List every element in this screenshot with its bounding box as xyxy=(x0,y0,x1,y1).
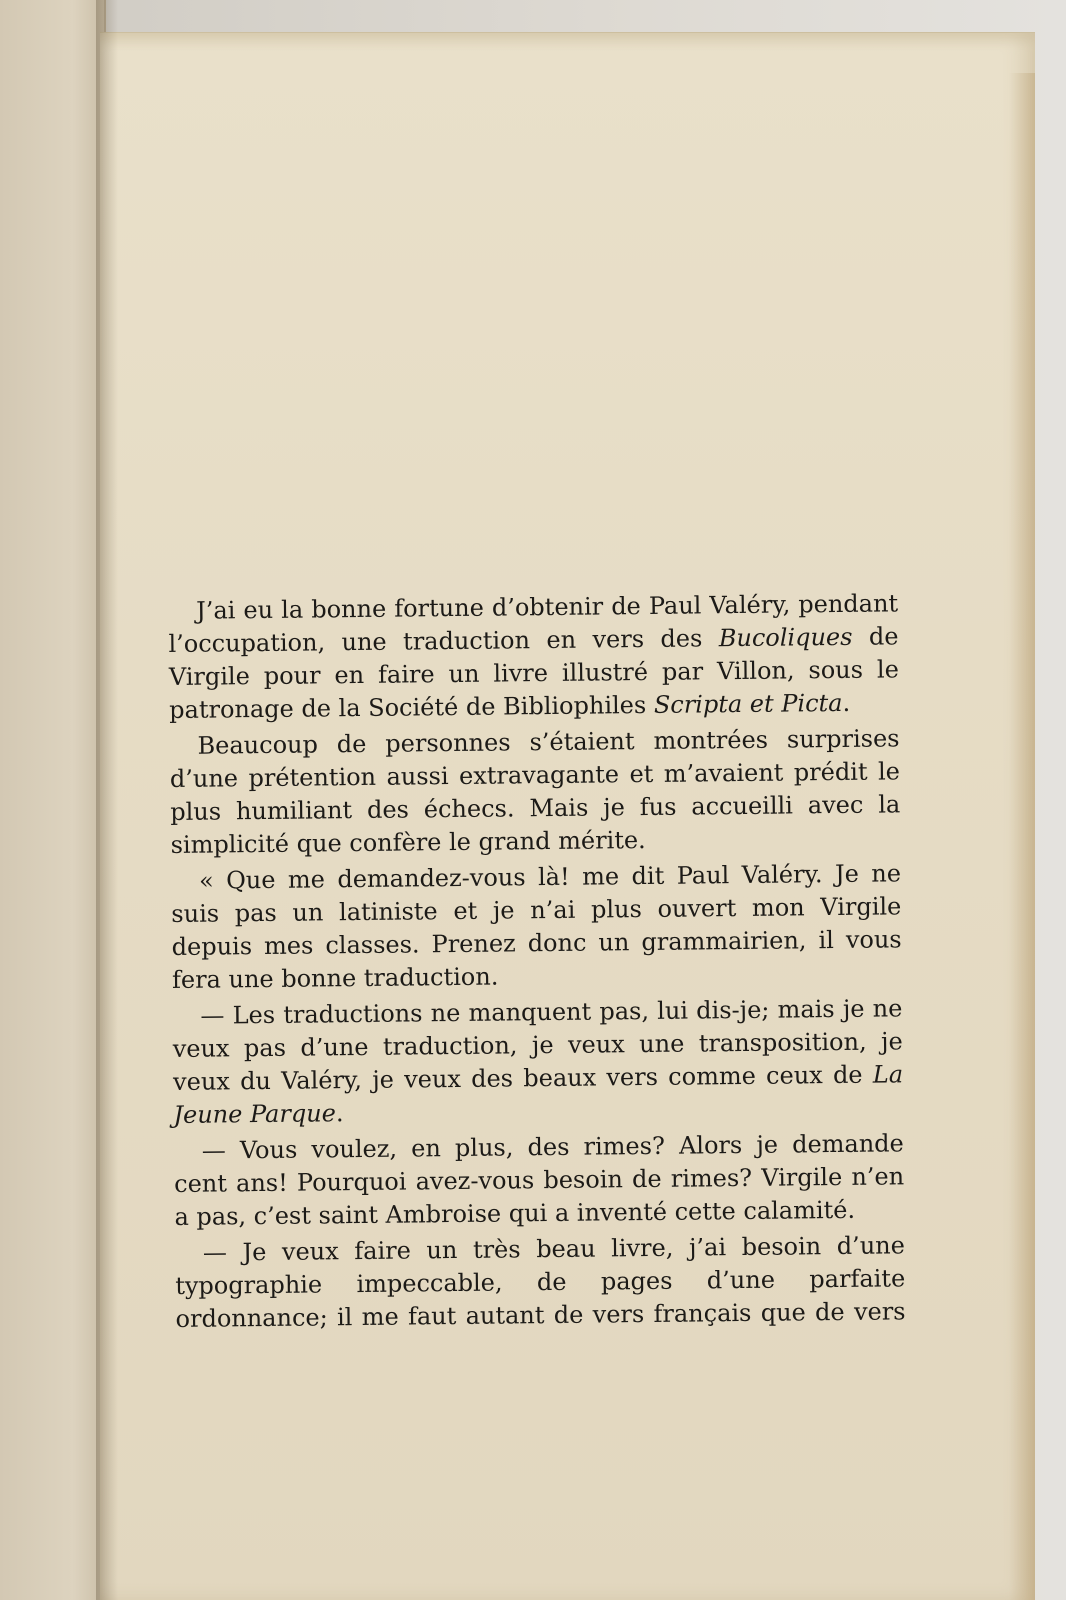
italic-title: La Jeune Parque xyxy=(173,1060,904,1129)
book-page xyxy=(100,32,1035,1600)
text-run: — Les traductions ne manquent pas, lui dis-je; mais je ne veux pas d’une traduction, je veux une transposition, je veux du Valéry, je veux des beaux vers comme ceux de xyxy=(172,994,903,1096)
page-edge-shading xyxy=(1009,73,1035,1600)
gutter-shadow xyxy=(96,0,118,1600)
paragraph xyxy=(172,992,903,1132)
text-run: . xyxy=(335,1099,344,1128)
paragraph xyxy=(175,1229,906,1336)
paragraph xyxy=(171,857,902,997)
text-run: — Vous voulez, en plus, des rimes? Alors je demande cent ans! Pourquoi avez-vous besoin de rimes? Virgile n’en a pas, c’est saint Ambroise qui a inventé cette calamité. xyxy=(174,1129,905,1231)
text-run: . xyxy=(842,688,851,717)
italic-title: Bucoliques xyxy=(718,622,853,653)
paragraph xyxy=(169,722,900,862)
paragraph xyxy=(174,1127,905,1234)
italic-title: Scripta et Picta xyxy=(653,688,843,719)
page-text xyxy=(168,587,906,1339)
text-run: « Que me demandez-vous là! me dit Paul Valéry. Je ne suis pas un latiniste et je n’ai plus ouvert mon Virgile depuis mes classes. Prenez donc un grammairien, il vous fera une bonne traduction. xyxy=(171,859,902,994)
text-run: J’ai eu la bonne fortune d’obtenir de Paul Valéry, pendant l’occupation, une traduction en vers des xyxy=(168,589,899,658)
text-run: Beaucoup de personnes s’étaient montrées surprises d’une prétention aussi extravagante et m’avaient prédit le plus humiliant des échecs. Mais je fus accueilli avec la simplicité que confère le grand mérite. xyxy=(169,724,901,859)
previous-page-edge xyxy=(0,0,106,1600)
text-run: — Je veux faire un très beau livre, j’ai besoin d’une typographie impeccable, de pages d’une parfaite ordonnance; il me faut autant de vers français que de vers xyxy=(175,1231,906,1333)
paragraph xyxy=(168,587,899,727)
text-run: de Virgile pour en faire un livre illustré par Villon, sous le patronage de la Société de Bibliophiles xyxy=(168,622,899,724)
